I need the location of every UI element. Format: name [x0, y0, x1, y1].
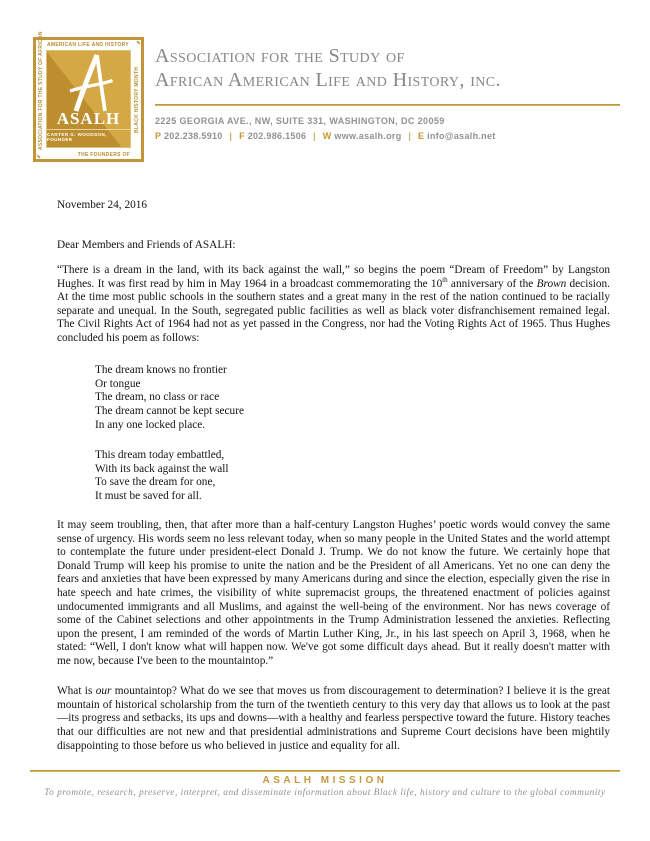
logo-border-text-top: AMERICAN LIFE AND HISTORY [47, 41, 130, 48]
website-url: www.asalh.org [334, 131, 402, 141]
asalh-logo [33, 31, 144, 162]
pen-nib-icon: ✒ [133, 38, 144, 49]
email-label: E [417, 131, 425, 141]
poem-line: With its back against the wall [95, 462, 229, 475]
separator: | [408, 131, 412, 141]
letter-date: November 24, 2016 [57, 199, 148, 211]
poem-line: It must be saved for all. [95, 489, 202, 502]
poem-stanza-1 [95, 364, 610, 432]
poem-line: The dream cannot be kept secure [95, 405, 244, 418]
fax-label: F [239, 131, 245, 141]
phone-label: P [155, 131, 162, 141]
poem-line: The dream knows no frontier [95, 364, 227, 377]
org-contact-line [155, 131, 620, 141]
pen-nib-icon: ✒ [33, 150, 44, 161]
separator: | [313, 131, 316, 141]
paragraph-3: What is our mountaintop? What do we see that moves us from discouragement to determination? I believe it is the great mountain of historical scholarship from the turn of the twentieth century to this very day that allows us to look at the past—its progress and setbacks, its ups and downs—with a healthy and fearless perspective toward the future. History teaches that our difficulties are not new and that presidential administrations and Supreme Court decisions have been mightily disappointing to those before us who believed in justice and equality for all. [57, 685, 610, 752]
org-name-line1: Association for the Study of [155, 45, 405, 67]
poem-line: In any one locked place. [95, 418, 206, 431]
web-label: W [322, 131, 332, 141]
stylized-a-mark [60, 54, 118, 112]
mission-footer [30, 770, 620, 798]
poem-line: This dream today embattled, [95, 449, 225, 462]
mission-title: ASALH MISSION [262, 775, 388, 786]
separator: | [229, 131, 233, 141]
letterhead-text [155, 44, 620, 141]
logo-border-text-bottom: THE FOUNDERS OF [77, 151, 130, 158]
poem-line: Or tongue [95, 377, 141, 390]
fax-number: 202.986.1506 [247, 131, 307, 141]
phone-number: 202.238.5910 [163, 131, 223, 141]
org-name-line2: African American Life and History, inc. [155, 69, 501, 91]
logo-founder-line: CARTER G. WOODSON, FOUNDER [47, 129, 130, 142]
paragraph-1: “There is a dream in the land, with its back against the wall,” so begins the poem “Dream of Freedom” by Langston Hughes. It was first read by him in May 1964 in a broadcast commemorating the 10th anniversary of the Brown decision. At the time most public schools in the southern states and a great many in the rest of the nation continued to be racially separate and unequal. In the South, segregated public facilities as well as black voter disfranchisement remained legal. The Civil Rights Act of 1964 had not as yet passed in the Congress, nor had the Voting Rights Act of 1965. Thus Hughes concluded his poem as follows: [57, 264, 610, 344]
logo-gold-square [46, 50, 131, 148]
logo-border-text-left: ASSOCIATION FOR THE STUDY OF AFRICAN [37, 31, 44, 150]
letter-body [57, 199, 610, 753]
header-divider [155, 104, 620, 106]
email-address: info@asalh.net [427, 131, 496, 141]
logo-border-text-right: BLACK HISTORY MONTH [133, 66, 140, 134]
poem-quote [95, 364, 610, 503]
salutation: Dear Members and Friends of ASALH: [57, 238, 236, 251]
paragraph-2: It may seem troubling, then, that after more than a half-century Langston Hughes’ poetic words would convey the same sense of urgency. His words seem no less relevant today, when so many people in the United States and the world attempt to contemplate the future under president-elect Donald J. Trump. We do not know the future. We certainly hope that Donald Trump will keep his promise to unite the nation and be the President of all Americans. Yet no one can deny the fears and anxieties that have been expressed by many Americans during and since the election, especially given the rise in hate speech and hate crimes, the visibility of white supremacist groups, the threatened enactment of policies against undocumented immigrants and all Muslims, and against the well-being of the environment. Nor has news coverage of some of the Cabinet selections and other appointments in the Trump Administration lessened the anxieties. Reflecting upon the present, I am reminded of the words of Martin Luther King, Jr., in his last speech on April 3, 1968, when he stated: “Well, I don't know what will happen now. We've got some difficult days ahead. But it really doesn't matter with me now, because I've been to the mountaintop.” [57, 519, 610, 667]
poem-stanza-2 [95, 449, 610, 503]
mission-statement: To promote, research, preserve, interpret, and disseminate information about Black life, history and culture to the global community [44, 788, 606, 798]
poem-line: To save the dream for one, [95, 476, 216, 489]
logo-acronym: ASALH [56, 109, 121, 128]
org-address: 2225 GEORGIA AVE., NW, SUITE 331, WASHINGTON, DC 20059 [155, 116, 445, 126]
poem-line: The dream, no class or race [95, 391, 220, 404]
footer-divider [30, 770, 620, 772]
